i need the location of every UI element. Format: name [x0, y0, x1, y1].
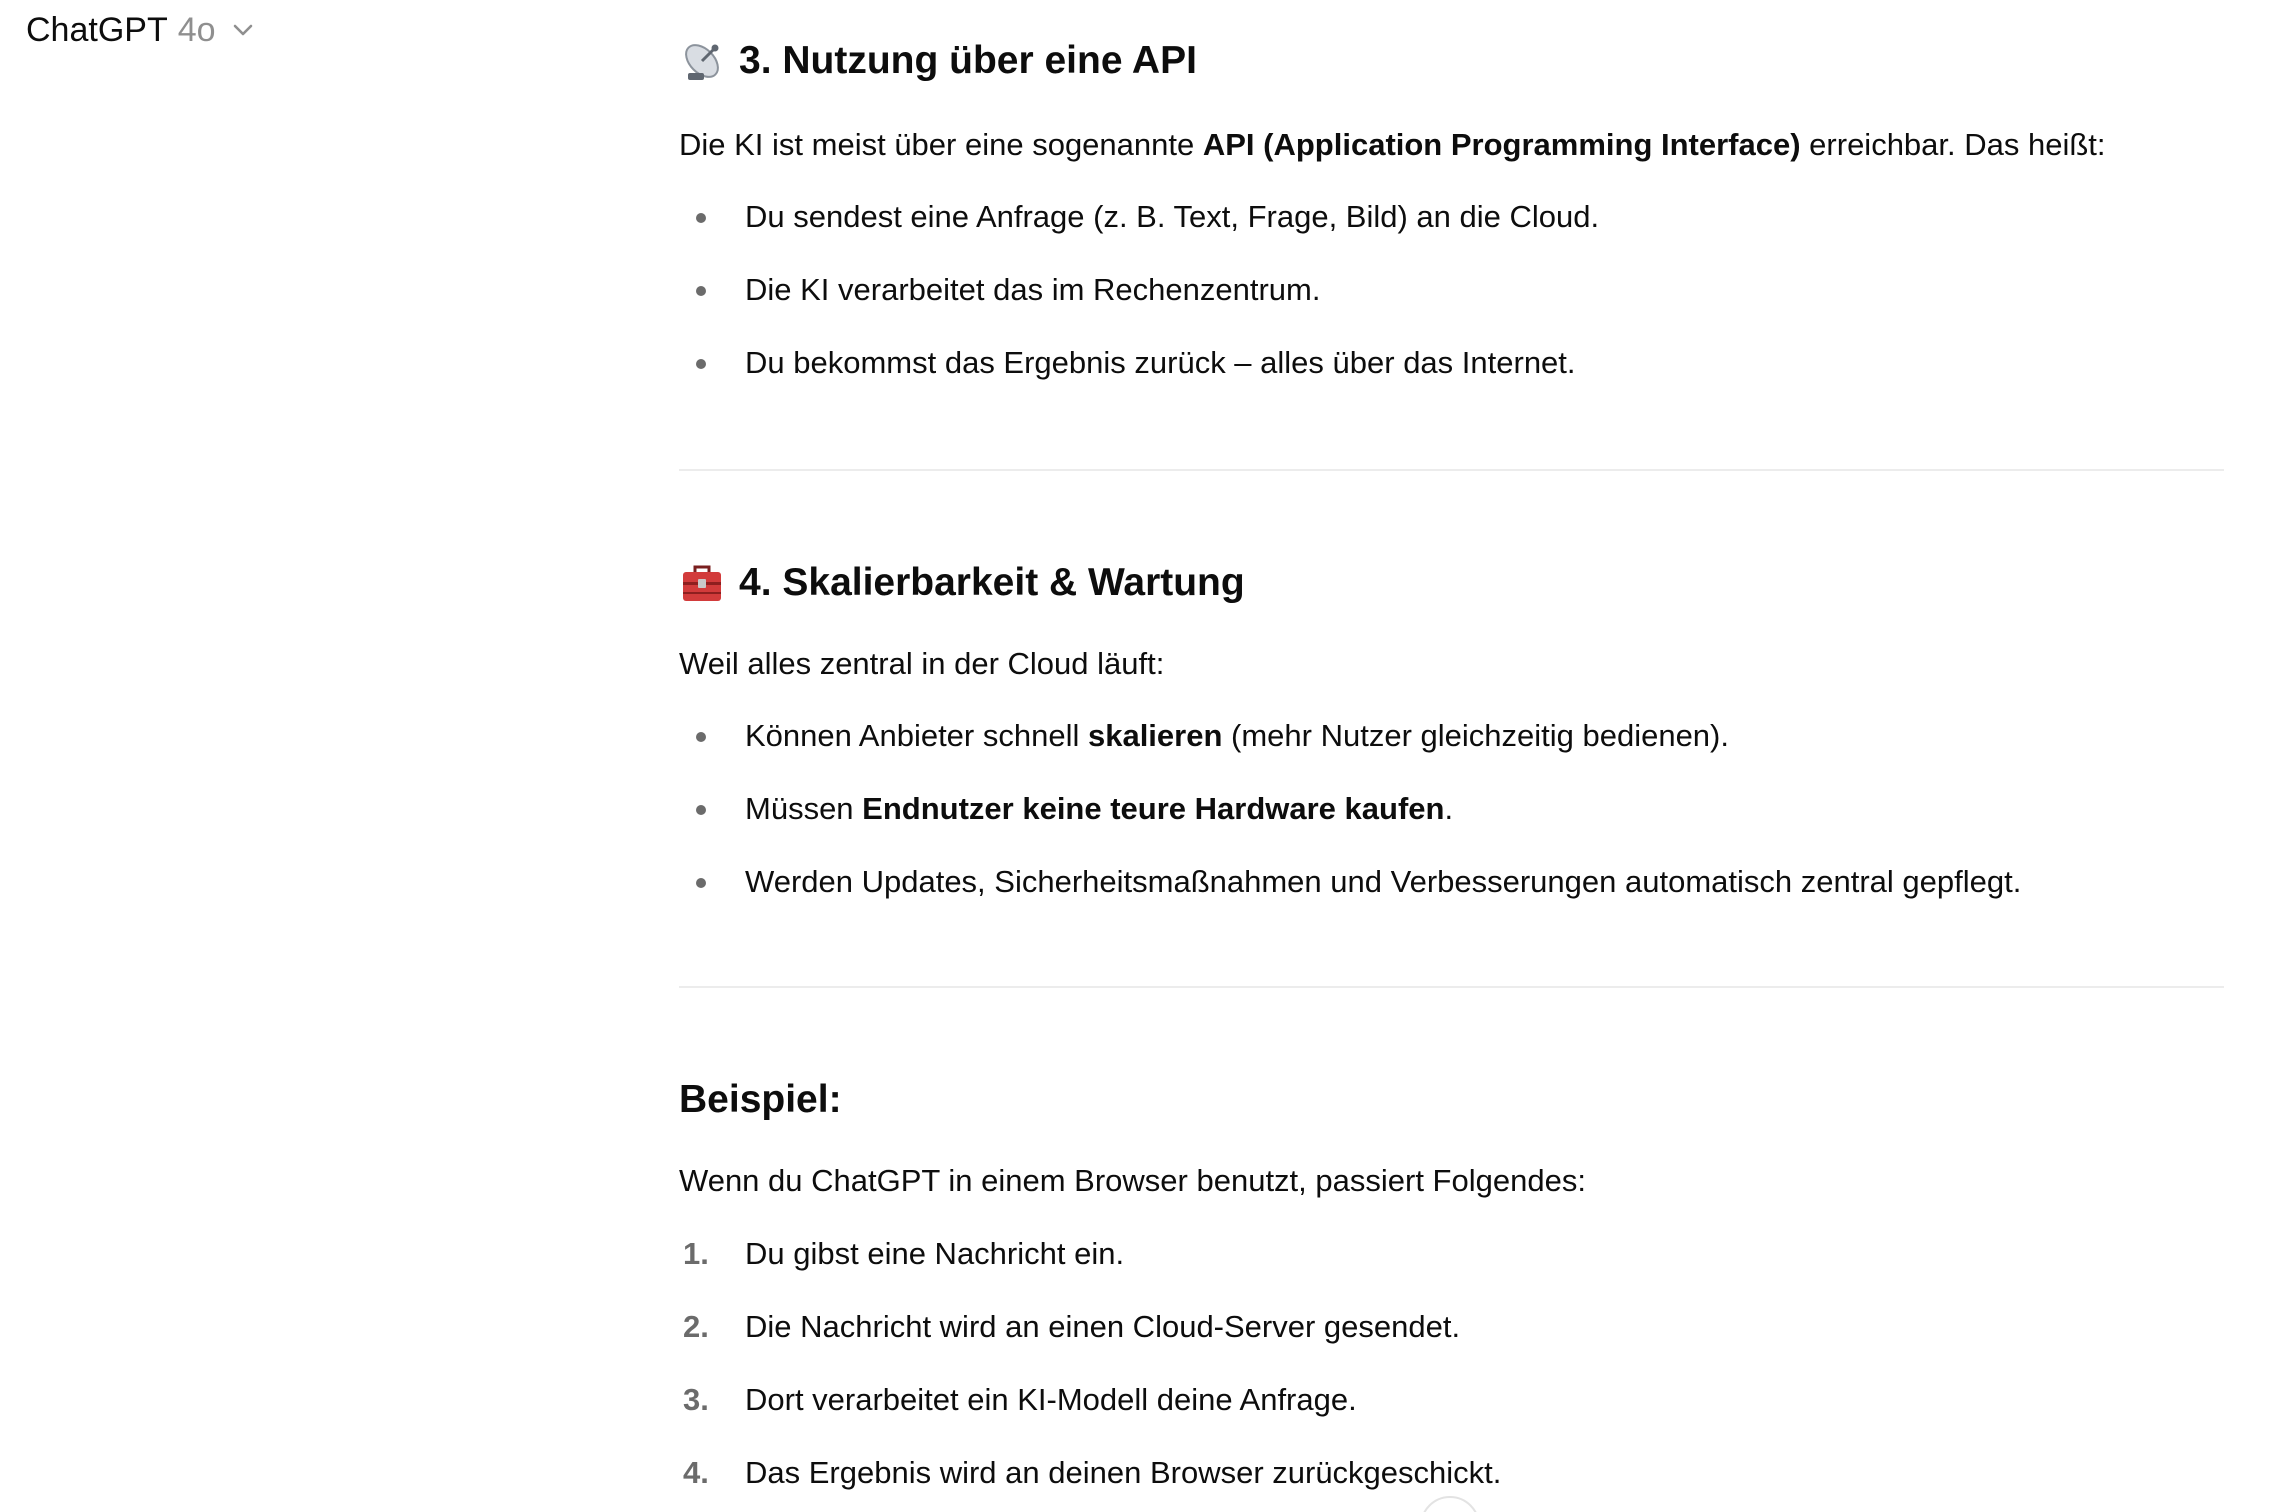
model-version: 4o [177, 10, 216, 49]
model-name: ChatGPT [26, 10, 168, 49]
text-part: . [1444, 791, 1454, 826]
list-item-text [745, 789, 1453, 829]
step-number: 4. [683, 1455, 709, 1490]
bullet-icon [696, 286, 706, 296]
bullet-icon [696, 213, 706, 223]
api-intro [679, 125, 2106, 165]
intro-text-end: erreichbar. Das heißt: [1800, 127, 2106, 162]
text-part: Können Anbieter schnell [745, 718, 1088, 753]
step-text: Dort verarbeitet ein KI-Modell deine Anfrage. [745, 1382, 1357, 1417]
section-heading-api [679, 38, 1197, 84]
intro-text: Die KI ist meist über eine sogenannte [679, 127, 1203, 162]
scaling-intro: Weil alles zentral in der Cloud läuft: [679, 646, 1165, 681]
step-number: 2. [683, 1309, 709, 1344]
step-number: 3. [683, 1382, 709, 1417]
section-heading-scaling [679, 560, 1245, 606]
step-text: Die Nachricht wird an einen Cloud-Server gesendet. [745, 1309, 1461, 1344]
intro-bold: API (Application Programming Interface) [1202, 127, 1801, 162]
chevron-down-icon[interactable] [230, 17, 256, 43]
list-item-text: Werden Updates, Sicherheitsmaßnahmen und Verbesserungen automatisch zentral gepflegt. [745, 864, 2022, 899]
example-title-text: Beispiel: [679, 1078, 842, 1121]
list-item-text: Du sendest eine Anfrage (z. B. Text, Frage, Bild) an die Cloud. [745, 199, 1600, 234]
bullet-icon [696, 359, 706, 369]
step-text: Du gibst eine Nachricht ein. [745, 1236, 1125, 1271]
text-bold: skalieren [1087, 718, 1223, 753]
text-part: Müssen [745, 791, 863, 826]
model-selector[interactable] [26, 6, 256, 54]
text-bold: Endnutzer keine teure Hardware kaufen [862, 791, 1445, 826]
section-title-text: 3. Nutzung über eine API [739, 39, 1197, 82]
text-part: (mehr Nutzer gleichzeitig bedienen). [1222, 718, 1729, 753]
divider [679, 986, 2224, 988]
example-intro: Wenn du ChatGPT in einem Browser benutzt, passiert Folgendes: [679, 1163, 1586, 1198]
toolbox-icon [679, 560, 725, 606]
satellite-antenna-icon [679, 38, 725, 84]
bullet-icon [696, 878, 706, 888]
example-heading [679, 1078, 842, 1122]
scroll-to-bottom-button[interactable] [1420, 1496, 1480, 1512]
bullet-icon [696, 732, 706, 742]
list-item-text: Du bekommst das Ergebnis zurück – alles über das Internet. [745, 345, 1576, 380]
divider [679, 469, 2224, 471]
section-title-text: 4. Skalierbarkeit & Wartung [739, 561, 1245, 604]
list-item-text: Die KI verarbeitet das im Rechenzentrum. [745, 272, 1321, 307]
bullet-icon [696, 805, 706, 815]
step-number: 1. [683, 1236, 709, 1271]
list-item-text [745, 716, 1729, 756]
step-text: Das Ergebnis wird an deinen Browser zurückgeschickt. [745, 1455, 1502, 1490]
